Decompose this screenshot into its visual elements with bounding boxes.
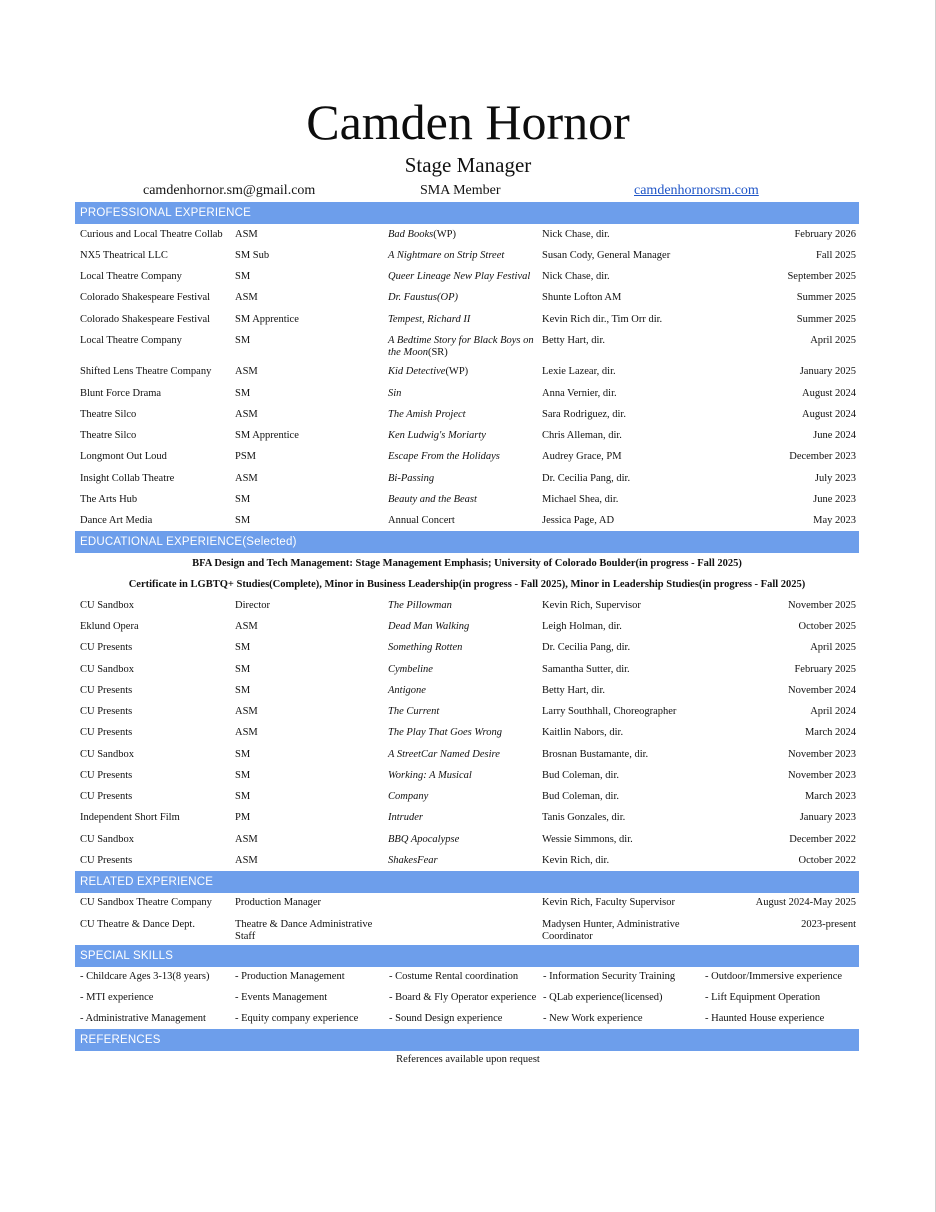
show-cell xyxy=(388,388,536,400)
contact-cell: Kaitlin Nabors, dir. xyxy=(542,727,624,738)
contact-cell: Leigh Holman, dir. xyxy=(542,621,622,632)
date-cell: Summer 2025 xyxy=(796,292,856,303)
show-cell: The Current xyxy=(388,706,440,717)
date-cell: June 2024 xyxy=(813,430,856,441)
role-cell: PSM xyxy=(235,451,257,462)
company-cell: CU Sandbox xyxy=(80,834,134,845)
role-cell: ASM xyxy=(235,292,258,303)
show-title: A Bedtime Story for Black Boys on the Moon xyxy=(388,335,534,358)
contact-cell: Tanis Gonzales, dir. xyxy=(542,812,626,823)
contact-line xyxy=(75,183,859,203)
skill-item: - New Work experience xyxy=(543,1013,643,1024)
date-cell: Fall 2025 xyxy=(816,250,856,261)
skill-item: - Outdoor/Immersive experience xyxy=(705,971,843,982)
show-cell: Intruder xyxy=(388,812,423,823)
show-cell: Antigone xyxy=(388,685,426,696)
show-cell: Working: A Musical xyxy=(388,770,472,781)
contact-cell: Samantha Sutter, dir. xyxy=(542,664,630,675)
company-cell: CU Presents xyxy=(80,855,133,866)
company-cell: CU Sandbox xyxy=(80,664,134,675)
website-link[interactable]: camdenhornorsm.com xyxy=(634,183,759,198)
contact-cell: Betty Hart, dir. xyxy=(542,335,605,346)
date-cell: February 2026 xyxy=(794,229,856,240)
contact-cell: Sara Rodriguez, dir. xyxy=(542,409,626,420)
show-cell xyxy=(388,229,536,241)
show-cell: ShakesFear xyxy=(388,855,438,866)
show-title: Queer Lineage New Play Festival xyxy=(388,271,531,282)
references-text: References available upon request xyxy=(396,1054,540,1065)
show-title: A Nightmare on Strip Street xyxy=(388,250,505,261)
contact-cell: Susan Cody, General Manager xyxy=(542,250,671,261)
contact-cell: Brosnan Bustamante, dir. xyxy=(542,749,649,760)
company-cell: Dance Art Media xyxy=(80,515,153,526)
section-bar-related: RELATED EXPERIENCE xyxy=(75,871,859,893)
show-title: Tempest, Richard II xyxy=(388,314,471,325)
show-title: Ken Ludwig's Moriarty xyxy=(388,430,486,441)
company-cell: Colorado Shakespeare Festival xyxy=(80,292,211,303)
show-cell: Something Rotten xyxy=(388,642,463,653)
role-cell: ASM xyxy=(235,834,258,845)
contact-cell: Kevin Rich dir., Tim Orr dir. xyxy=(542,314,663,325)
skill-item: - Haunted House experience xyxy=(705,1013,825,1024)
applicant-name: Camden Hornor xyxy=(306,94,630,150)
date-cell: May 2023 xyxy=(813,515,856,526)
skill-item: - Administrative Management xyxy=(80,1013,206,1024)
role-cell: ASM xyxy=(235,621,258,632)
date-cell: April 2025 xyxy=(810,335,856,346)
show-title: Sin xyxy=(388,388,402,399)
skill-item: - Production Management xyxy=(235,971,345,982)
show-cell: A StreetCar Named Desire xyxy=(388,749,500,760)
company-cell: CU Presents xyxy=(80,642,133,653)
show-cell xyxy=(388,314,536,326)
company-cell: CU Presents xyxy=(80,727,133,738)
contact-cell: Wessie Simmons, dir. xyxy=(542,834,633,845)
contact-cell: Kevin Rich, Faculty Supervisor xyxy=(542,897,675,908)
role-cell: ASM xyxy=(235,409,258,420)
date-cell: April 2024 xyxy=(810,706,856,717)
date-cell: April 2025 xyxy=(810,642,856,653)
date-cell: October 2025 xyxy=(798,621,856,632)
company-cell: Colorado Shakespeare Festival xyxy=(80,314,211,325)
company-cell: Local Theatre Company xyxy=(80,271,182,282)
date-cell: March 2023 xyxy=(804,791,856,802)
date-cell: January 2025 xyxy=(799,366,856,377)
company-cell: CU Sandbox xyxy=(80,600,134,611)
skill-item: - Sound Design experience xyxy=(389,1013,503,1024)
show-cell xyxy=(388,366,536,378)
contact-cell: Jessica Page, AD xyxy=(542,515,615,526)
role-cell: SM xyxy=(235,685,251,696)
section-bar-skills: SPECIAL SKILLS xyxy=(75,945,859,967)
show-title: Bad Books xyxy=(388,229,434,240)
show-cell xyxy=(388,250,536,262)
role-cell: ASM xyxy=(235,366,258,377)
skill-item: - Events Management xyxy=(235,992,328,1003)
certificate-line: Certificate in LGBTQ+ Studies(Complete), Minor in Business Leadership(in progress - Fall 2025), Minor in Leadership Studies(in progress - Fall 2025) xyxy=(128,579,806,590)
show-cell xyxy=(388,494,536,506)
section-bar-references: REFERENCES xyxy=(75,1029,859,1051)
show-suffix: (WP) xyxy=(445,366,469,377)
company-cell: CU Theatre & Dance Dept. xyxy=(80,919,195,930)
role-cell: Director xyxy=(235,600,270,611)
company-cell: CU Presents xyxy=(80,770,133,781)
date-cell: August 2024 xyxy=(802,388,856,399)
role-cell: SM xyxy=(235,749,251,760)
show-cell xyxy=(388,430,536,442)
role-cell: SM Apprentice xyxy=(235,314,299,325)
show-cell: BBQ Apocalypse xyxy=(388,834,460,845)
date-cell: November 2024 xyxy=(788,685,856,696)
company-cell: CU Sandbox xyxy=(80,749,134,760)
role-cell: ASM xyxy=(235,727,258,738)
skill-item: - Costume Rental coordination xyxy=(389,971,519,982)
date-cell: November 2025 xyxy=(788,600,856,611)
show-cell xyxy=(388,409,536,421)
date-cell: December 2023 xyxy=(789,451,856,462)
company-cell: Theatre Silco xyxy=(80,409,137,420)
membership-text: SMA Member xyxy=(420,183,501,198)
contact-cell: Betty Hart, dir. xyxy=(542,685,605,696)
skill-item: - MTI experience xyxy=(80,992,154,1003)
show-cell xyxy=(388,335,536,359)
skill-item: - Board & Fly Operator experience xyxy=(389,992,537,1003)
contact-cell: Bud Coleman, dir. xyxy=(542,791,619,802)
contact-cell: Chris Alleman, dir. xyxy=(542,430,622,441)
show-cell xyxy=(388,271,536,283)
company-cell: Eklund Opera xyxy=(80,621,139,632)
role-cell: SM xyxy=(235,515,251,526)
email-text: camdenhornor.sm@gmail.com xyxy=(143,183,316,198)
company-cell: The Arts Hub xyxy=(80,494,138,505)
show-cell: Dead Man Walking xyxy=(388,621,470,632)
section-bar-educational: EDUCATIONAL EXPERIENCE(Selected) xyxy=(75,531,859,553)
show-suffix: Annual Concert xyxy=(388,515,455,526)
contact-cell: Dr. Cecilia Pang, dir. xyxy=(542,473,631,484)
role-cell: SM xyxy=(235,664,251,675)
date-cell: June 2023 xyxy=(813,494,856,505)
show-cell xyxy=(388,292,536,304)
skill-item: - QLab experience(licensed) xyxy=(543,992,663,1003)
show-title: The Amish Project xyxy=(388,409,466,420)
role-cell: SM xyxy=(235,770,251,781)
date-cell: March 2024 xyxy=(804,727,856,738)
date-cell: October 2022 xyxy=(798,855,856,866)
date-cell: 2023-present xyxy=(801,919,856,930)
skill-item: - Information Security Training xyxy=(543,971,676,982)
company-cell: Curious and Local Theatre Collab xyxy=(80,229,223,240)
skill-item: - Childcare Ages 3-13(8 years) xyxy=(80,971,210,982)
company-cell: Insight Collab Theatre xyxy=(80,473,175,484)
date-cell: November 2023 xyxy=(788,749,856,760)
role-cell: ASM xyxy=(235,706,258,717)
contact-cell: Anna Vernier, dir. xyxy=(542,388,617,399)
date-cell: February 2025 xyxy=(794,664,856,675)
role-cell: PM xyxy=(235,812,251,823)
show-cell: The Pillowman xyxy=(388,600,452,611)
show-suffix: (WP) xyxy=(433,229,456,240)
company-cell: CU Sandbox Theatre Company xyxy=(80,897,212,908)
date-cell: Summer 2025 xyxy=(796,314,856,325)
role-cell: SM xyxy=(235,642,251,653)
show-title: Escape From the Holidays xyxy=(388,451,500,462)
contact-cell: Michael Shea, dir. xyxy=(542,494,619,505)
date-cell: July 2023 xyxy=(814,473,856,484)
contact-cell: Audrey Grace, PM xyxy=(542,451,622,462)
company-cell: NX5 Theatrical LLC xyxy=(80,250,168,261)
show-title: Kid Detective xyxy=(388,366,446,377)
role-cell: ASM xyxy=(235,855,258,866)
contact-cell: Kevin Rich, dir. xyxy=(542,855,610,866)
show-title: Dr. Faustus(OP) xyxy=(388,292,458,303)
show-cell: Company xyxy=(388,791,429,802)
company-cell: CU Presents xyxy=(80,685,133,696)
show-cell xyxy=(388,473,536,485)
show-title: Bi-Passing xyxy=(388,473,435,484)
contact-cell: Lexie Lazear, dir. xyxy=(542,366,616,377)
contact-cell: Nick Chase, dir. xyxy=(542,271,610,282)
date-cell: November 2023 xyxy=(788,770,856,781)
company-cell: CU Presents xyxy=(80,706,133,717)
skill-item: - Lift Equipment Operation xyxy=(705,992,821,1003)
contact-cell: Shunte Lofton AM xyxy=(542,292,622,303)
contact-cell: Bud Coleman, dir. xyxy=(542,770,619,781)
role-cell: ASM xyxy=(235,473,258,484)
role-cell: Production Manager xyxy=(235,897,322,908)
contact-cell: Dr. Cecilia Pang, dir. xyxy=(542,642,631,653)
contact-cell: Nick Chase, dir. xyxy=(542,229,610,240)
company-cell: CU Presents xyxy=(80,791,133,802)
role-cell: SM Sub xyxy=(235,250,270,261)
section-bar-professional: PROFESSIONAL EXPERIENCE xyxy=(75,202,859,224)
role-cell: SM xyxy=(235,388,251,399)
company-cell: Blunt Force Drama xyxy=(80,388,162,399)
role-cell: SM xyxy=(235,335,251,346)
contact-cell: Larry Southhall, Choreographer xyxy=(542,706,677,717)
company-cell: Local Theatre Company xyxy=(80,335,182,346)
date-cell: August 2024 xyxy=(802,409,856,420)
show-suffix: (SR) xyxy=(427,347,448,358)
company-cell: Independent Short Film xyxy=(80,812,180,823)
company-cell: Shifted Lens Theatre Company xyxy=(80,366,212,377)
role-cell: SM xyxy=(235,494,251,505)
contact-cell: Kevin Rich, Supervisor xyxy=(542,600,641,611)
company-cell: Longmont Out Loud xyxy=(80,451,167,462)
company-cell: Theatre Silco xyxy=(80,430,137,441)
skill-item: - Equity company experience xyxy=(235,1013,359,1024)
date-cell: August 2024-May 2025 xyxy=(755,897,856,908)
role-cell: SM xyxy=(235,791,251,802)
role-cell: ASM xyxy=(235,229,258,240)
show-cell: Cymbeline xyxy=(388,664,433,675)
show-cell: The Play That Goes Wrong xyxy=(388,727,502,738)
show-cell xyxy=(388,515,536,527)
contact-cell: Madysen Hunter, Administrative Coordinator xyxy=(542,919,680,942)
role-cell: SM xyxy=(235,271,251,282)
role-cell: Theatre & Dance Administrative Staff xyxy=(235,919,373,942)
degree-line: BFA Design and Tech Management: Stage Management Emphasis; University of Colorado Boulder(in progress - Fall 2025) xyxy=(192,558,742,569)
date-cell: December 2022 xyxy=(789,834,856,845)
role-cell: SM Apprentice xyxy=(235,430,299,441)
date-cell: September 2025 xyxy=(787,271,856,282)
show-cell xyxy=(388,451,536,463)
job-title: Stage Manager xyxy=(404,153,532,177)
show-title: Beauty and the Beast xyxy=(388,494,477,505)
date-cell: January 2023 xyxy=(799,812,856,823)
